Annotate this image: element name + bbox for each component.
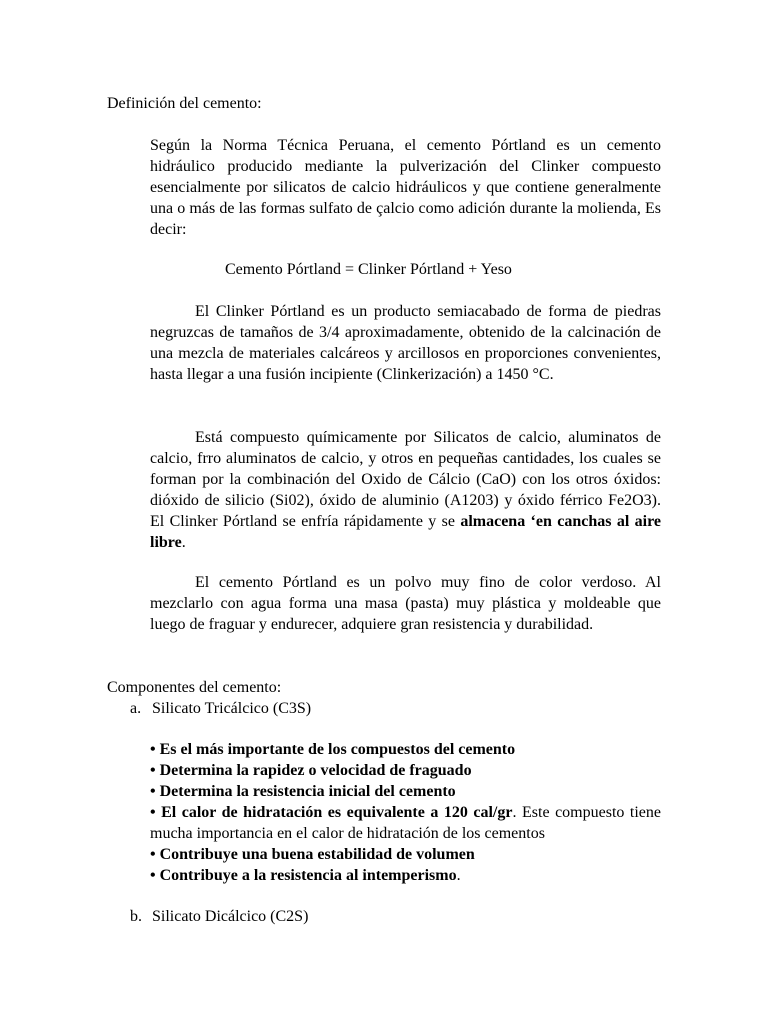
list-item-b-label: Silicato Dicálcico (C2S) (152, 908, 309, 925)
list-marker-b: b. (130, 908, 142, 925)
paragraph-composicion (150, 427, 661, 553)
heading-definicion: Definición del cemento: (107, 95, 262, 112)
bullet-6 (150, 865, 661, 886)
list-item-a-label: Silicato Tricálcico (C3S) (152, 700, 312, 717)
formula-cemento: Cemento Pórtland = Clinker Pórtland + Yeso (225, 261, 512, 278)
bullet-3: • Determina la resistencia inicial del cemento (150, 783, 456, 800)
bullet-6-end: . (456, 867, 461, 884)
bullet-6-bold: • Contribuye a la resistencia al intemperismo (150, 867, 457, 884)
list-item-b (130, 906, 308, 927)
paragraph-polvo: El cemento Pórtland es un polvo muy fino de color verdoso. Al mezclarlo con agua forma una masa (pasta) muy plástica y moldeable que luego de fraguar y endurecer, adquiere gran resistencia y durabilidad. (150, 574, 661, 633)
bullet-4-text: . Este compuesto tiene mucha importancia en el calor de hidratación de los cementos (150, 804, 661, 842)
paragraph-composicion-end: . (181, 534, 186, 551)
bullet-list-c3s (150, 739, 661, 886)
bullet-4-bold: • El calor de hidratación es equivalente a 120 cal/gr (150, 804, 513, 821)
bullet-4 (150, 802, 661, 844)
paragraph-composicion-bold: almacena ‘en canchas al aire libre (150, 513, 661, 551)
bullet-2: • Determina la rapidez o velocidad de fraguado (150, 762, 472, 779)
bullet-5: • Contribuye una buena estabilidad de volumen (150, 846, 475, 863)
paragraph-clinker: El Clinker Pórtland es un producto semiacabado de forma de piedras negruzcas de tamaños de 3/4 aproximadamente, obtenido de la calcinación de una mezcla de materiales calcáreos y arcillosos en proporciones convenientes, hasta llegar a una fusión incipiente (Clinkerización) a 1450 °C. (150, 303, 661, 383)
bullet-1: • Es el más importante de los compuestos del cemento (150, 741, 516, 758)
paragraph-norma-tecnica: Según la Norma Técnica Peruana, el cemento Pórtland es un cemento hidráulico producido mediante la pulverización del Clinker compuesto esencialmente por silicatos de calcio hidráulicos y que contiene generalmente una o más de las formas sulfato de çalcio como adición durante la molienda, Es decir: (150, 137, 661, 238)
paragraph-composicion-text: Está compuesto químicamente por Silicatos de calcio, aluminatos de calcio, frro aluminatos de calcio, y otros en pequeñas cantidades, los cuales se forman por la combinación del Oxido de Cálcio (CaO) con los otros óxidos: dióxido de silicio (Si02), óxido de aluminio (A1203) y óxido férrico Fe2O3). El Clinker Pórtland se enfría rápidamente y se (150, 429, 661, 530)
heading-componentes: Componentes del cemento: (107, 679, 282, 696)
list-marker-a: a. (130, 700, 142, 717)
list-item-a (130, 698, 311, 719)
